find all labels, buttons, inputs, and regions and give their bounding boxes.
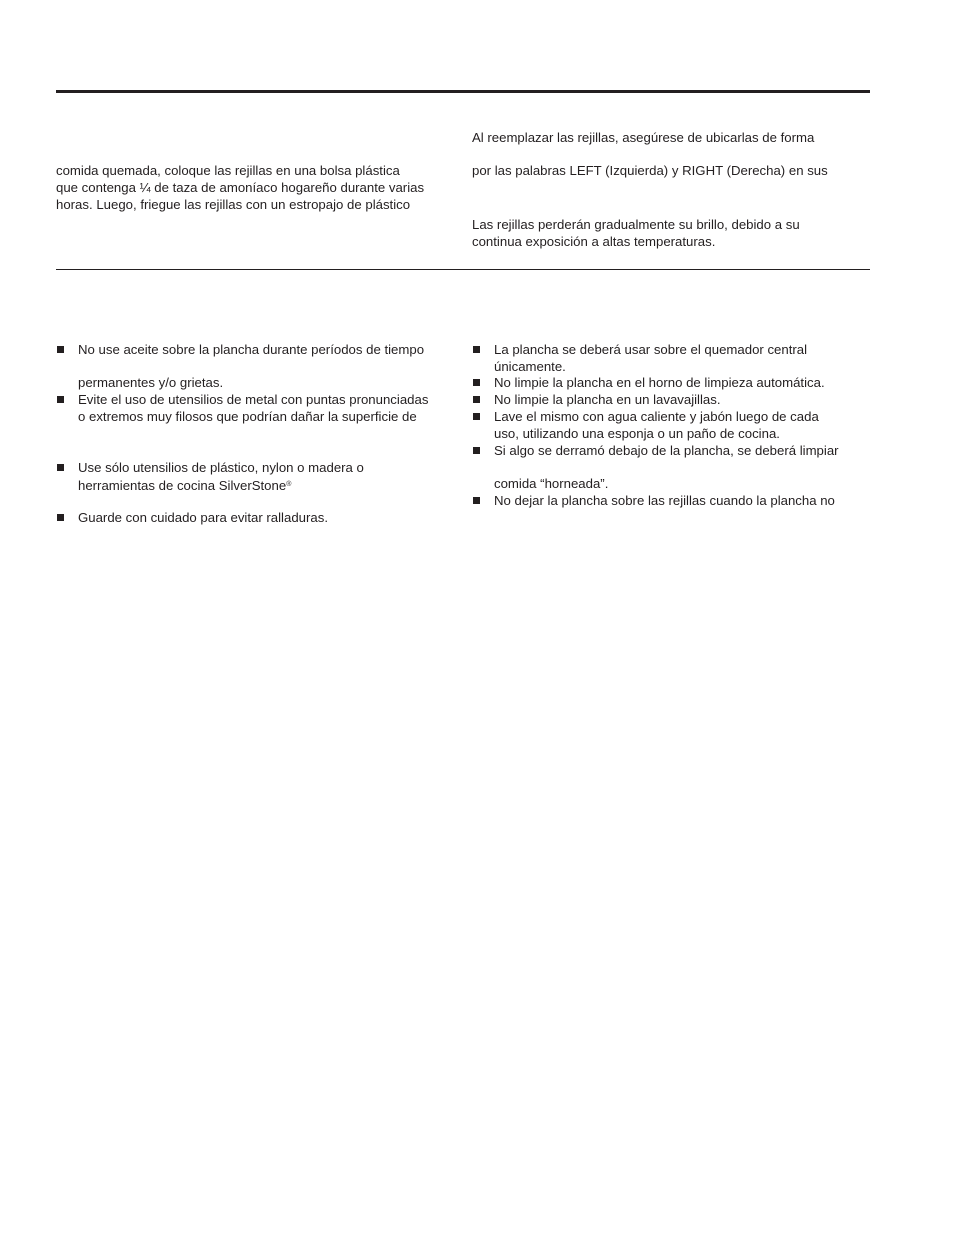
top-divider-rule bbox=[56, 90, 870, 93]
grates-right-line-1: Al reemplazar las rejillas, asegúrese de ubicarlas de forma bbox=[472, 130, 815, 145]
bullet-icon bbox=[473, 346, 480, 353]
bullet-icon bbox=[473, 379, 480, 386]
griddle-right-bullet-4-line-1: Lave el mismo con agua caliente y jabón luego de cada bbox=[494, 409, 819, 424]
griddle-right-bullet-3-line-1: No limpie la plancha en un lavavajillas. bbox=[494, 392, 721, 407]
bullet-icon bbox=[57, 464, 64, 471]
griddle-right-bullet-5-continuation: comida “horneada”. bbox=[494, 476, 609, 491]
griddle-right-bullet-4-line-2: uso, utilizando una esponja o un paño de cocina. bbox=[494, 426, 780, 441]
griddle-left-bullet-3-line-2 bbox=[78, 476, 291, 494]
bullet-icon bbox=[473, 497, 480, 504]
griddle-left-bullet-1-line-1: No use aceite sobre la plancha durante períodos de tiempo bbox=[78, 342, 425, 357]
griddle-left-bullet-3-line-1: Use sólo utensilios de plástico, nylon o madera o bbox=[78, 460, 364, 475]
grates-right-line-3: Las rejillas perderán gradualmente su brillo, debido a su bbox=[472, 217, 800, 232]
griddle-right-bullet-2-line-1: No limpie la plancha en el horno de limpieza automática. bbox=[494, 375, 825, 390]
bullet-icon bbox=[473, 447, 480, 454]
bullet-icon bbox=[57, 346, 64, 353]
registered-trademark: ® bbox=[286, 481, 292, 488]
grates-right-line-2: por las palabras LEFT (Izquierda) y RIGHT (Derecha) en sus bbox=[472, 163, 828, 178]
bullet-icon bbox=[57, 396, 64, 403]
bullet-icon bbox=[473, 396, 480, 403]
grates-left-line-1: comida quemada, coloque las rejillas en una bolsa plástica bbox=[56, 163, 400, 178]
bullet-icon bbox=[57, 514, 64, 521]
grates-left-line-2: que contenga ¼ de taza de amoníaco hogareño durante varias bbox=[56, 180, 425, 195]
griddle-left-bullet-1-continuation: permanentes y/o grietas. bbox=[78, 375, 224, 390]
griddle-right-bullet-1-line-2: únicamente. bbox=[494, 359, 566, 374]
griddle-left-bullet-4-line-1: Guarde con cuidado para evitar ralladuras. bbox=[78, 510, 328, 525]
silverstone-text: herramientas de cocina SilverStone bbox=[78, 478, 287, 493]
griddle-right-bullet-5-line-1: Si algo se derramó debajo de la plancha, se deberá limpiar bbox=[494, 443, 839, 458]
bullet-icon bbox=[473, 413, 480, 420]
griddle-right-bullet-1-line-1: La plancha se deberá usar sobre el quemador central bbox=[494, 342, 808, 357]
grates-left-line-3: horas. Luego, friegue las rejillas con un estropajo de plástico bbox=[56, 197, 411, 212]
griddle-left-bullet-2-line-1: Evite el uso de utensilios de metal con puntas pronunciadas bbox=[78, 392, 429, 407]
section-divider-rule bbox=[56, 269, 870, 270]
griddle-left-bullet-2-line-2: o extremos muy filosos que podrían dañar la superficie de bbox=[78, 409, 417, 424]
grates-right-line-4: continua exposición a altas temperaturas. bbox=[472, 234, 716, 249]
griddle-right-bullet-6-line-1: No dejar la plancha sobre las rejillas cuando la plancha no bbox=[494, 493, 835, 508]
